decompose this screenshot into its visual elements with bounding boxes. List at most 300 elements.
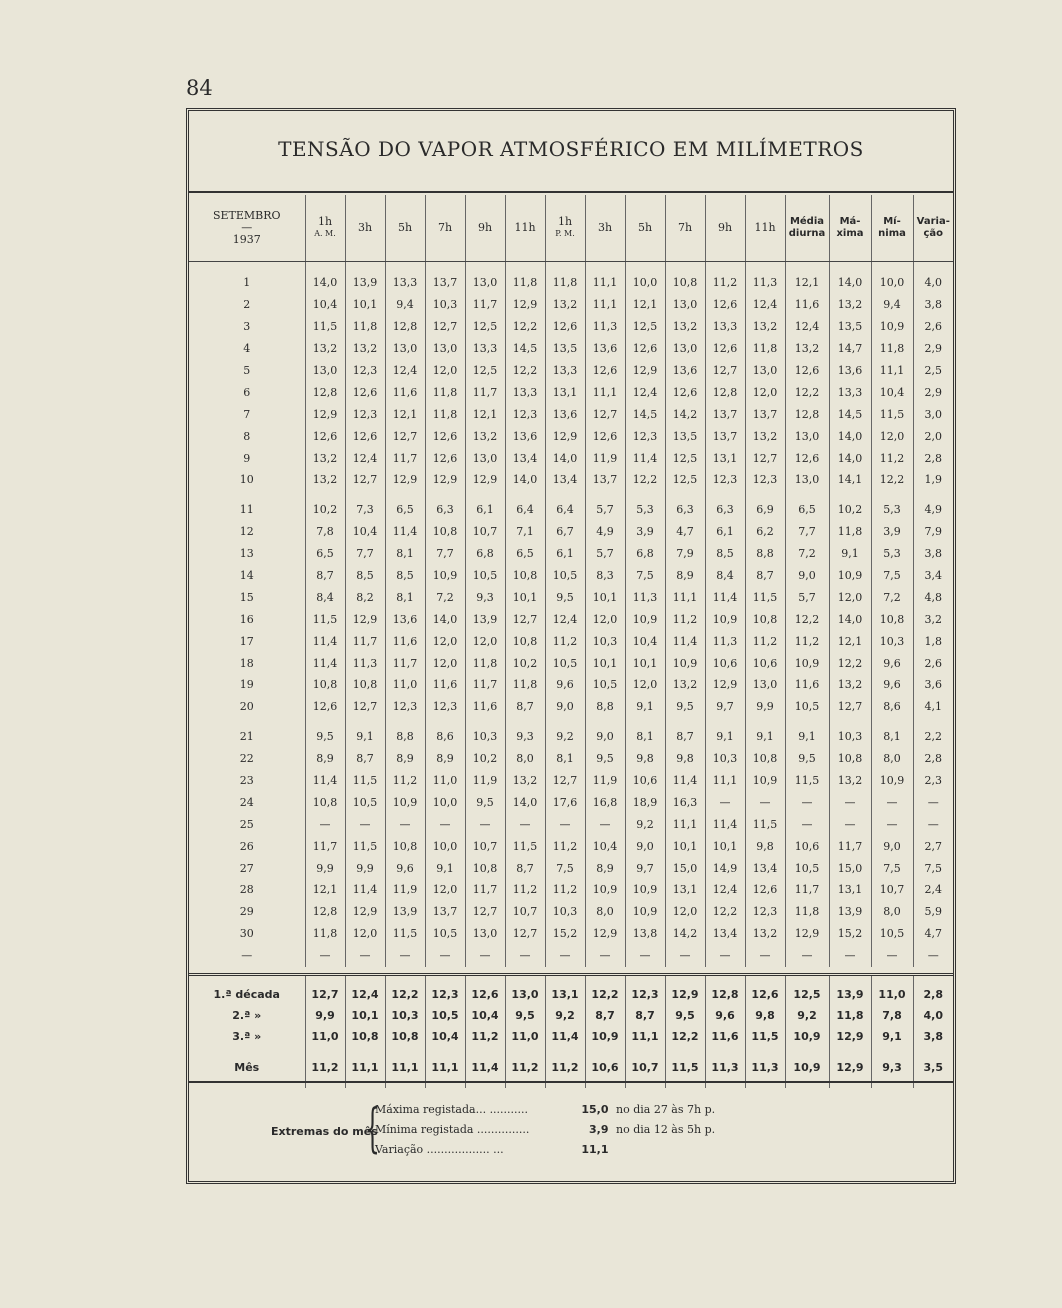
column-header-label: 5h xyxy=(637,221,653,234)
table-row xyxy=(189,813,953,835)
value-cell: 10,2 xyxy=(465,748,505,770)
value-cell: 11,2 xyxy=(745,630,785,652)
value-cell: 7,5 xyxy=(545,857,585,879)
value-cell: 2,7 xyxy=(913,835,953,857)
day-cell: 16 xyxy=(239,612,254,626)
extreme-variation-label: Variação .................. ... xyxy=(375,1143,504,1156)
summary-value: 10,5 xyxy=(425,1005,465,1026)
value-cell: 13,7 xyxy=(585,469,625,491)
summary-value: 11,1 xyxy=(425,1047,465,1088)
value-cell: 12,9 xyxy=(785,923,829,945)
table-row xyxy=(189,696,953,718)
value-cell: 10,3 xyxy=(465,718,505,748)
value-cell: 8,8 xyxy=(385,718,425,748)
value-cell: 10,8 xyxy=(305,674,345,696)
value-cell: 13,2 xyxy=(745,425,785,447)
value-cell: 10,0 xyxy=(425,835,465,857)
summary-value: 11,0 xyxy=(305,1026,345,1047)
table-row xyxy=(189,857,953,879)
value-cell: — xyxy=(829,945,871,967)
value-cell: 7,2 xyxy=(425,586,465,608)
summary-value: 3,5 xyxy=(913,1047,953,1088)
value-cell: 12,6 xyxy=(545,316,585,338)
summary-value: 12,3 xyxy=(425,975,465,1006)
value-cell: 11,2 xyxy=(665,608,705,630)
value-cell: 11,2 xyxy=(385,770,425,792)
value-cell: 11,3 xyxy=(585,316,625,338)
value-cell: 3,6 xyxy=(913,674,953,696)
value-cell: 12,6 xyxy=(665,381,705,403)
value-cell: 12,6 xyxy=(425,425,465,447)
value-cell: 1,9 xyxy=(913,469,953,491)
value-cell: 12,2 xyxy=(871,469,913,491)
summary-value: 11,5 xyxy=(745,1026,785,1047)
value-cell: 12,8 xyxy=(705,381,745,403)
value-cell: 12,1 xyxy=(829,630,871,652)
column-header-label: 9h xyxy=(477,221,493,234)
summary-value: 10,9 xyxy=(785,1026,829,1047)
value-cell: 13,0 xyxy=(465,262,505,294)
value-cell: 11,8 xyxy=(465,652,505,674)
value-cell: 13,3 xyxy=(385,262,425,294)
day-cell: 27 xyxy=(239,861,254,875)
value-cell: 11,7 xyxy=(385,652,425,674)
summary-value: 8,7 xyxy=(585,1005,625,1026)
value-cell: 9,1 xyxy=(829,543,871,565)
value-cell: 12,4 xyxy=(545,608,585,630)
daily-rows xyxy=(189,262,953,967)
value-cell: 9,8 xyxy=(625,748,665,770)
value-cell: 9,5 xyxy=(585,748,625,770)
value-cell: 12,3 xyxy=(505,403,545,425)
value-cell: — xyxy=(785,945,829,967)
value-cell: — xyxy=(829,813,871,835)
summary-value: 12,9 xyxy=(665,975,705,1006)
value-cell: — xyxy=(705,945,745,967)
value-cell: 2,8 xyxy=(913,447,953,469)
value-cell: 13,2 xyxy=(829,674,871,696)
value-cell: 2,9 xyxy=(913,381,953,403)
value-cell: 12,9 xyxy=(505,294,545,316)
value-cell: 11,3 xyxy=(345,652,385,674)
value-cell: — xyxy=(305,813,345,835)
value-cell: 9,6 xyxy=(871,674,913,696)
value-cell: — xyxy=(871,813,913,835)
value-cell: 8,1 xyxy=(385,586,425,608)
column-header-sublabel: ção xyxy=(923,228,944,239)
value-cell: 6,5 xyxy=(305,543,345,565)
value-cell: 8,5 xyxy=(345,565,385,587)
value-cell: 10,5 xyxy=(785,696,829,718)
value-cell: 13,2 xyxy=(829,770,871,792)
summary-row xyxy=(189,1026,953,1047)
value-cell: 11,2 xyxy=(785,630,829,652)
column-header-label: Varia- xyxy=(916,216,950,227)
column-header xyxy=(465,195,505,262)
value-cell: 12,7 xyxy=(745,447,785,469)
value-cell: 11,2 xyxy=(705,262,745,294)
column-header-label: Mí- xyxy=(883,216,901,227)
column-header-label: 3h xyxy=(357,221,373,234)
value-cell: 12,5 xyxy=(665,447,705,469)
value-cell: 10,9 xyxy=(385,791,425,813)
summary-value: 10,1 xyxy=(345,1005,385,1026)
value-cell: 9,0 xyxy=(625,835,665,857)
column-header-label: 11h xyxy=(754,221,776,234)
value-cell: 13,2 xyxy=(305,469,345,491)
value-cell: 11,6 xyxy=(425,674,465,696)
value-cell: 10,7 xyxy=(871,879,913,901)
table-row xyxy=(189,447,953,469)
value-cell: 13,5 xyxy=(665,425,705,447)
value-cell: 6,1 xyxy=(545,543,585,565)
value-cell: 6,9 xyxy=(745,491,785,521)
value-cell: 9,5 xyxy=(465,791,505,813)
day-cell: 24 xyxy=(239,795,254,809)
value-cell: 12,9 xyxy=(345,608,385,630)
value-cell: 13,0 xyxy=(745,674,785,696)
table-row xyxy=(189,791,953,813)
value-cell: 12,4 xyxy=(345,447,385,469)
column-header xyxy=(385,195,425,262)
table-row xyxy=(189,770,953,792)
value-cell: 10,4 xyxy=(305,294,345,316)
column-header-label: 9h xyxy=(717,221,733,234)
value-cell: 13,0 xyxy=(305,360,345,382)
brace-icon: { xyxy=(365,1099,380,1159)
value-cell: 13,6 xyxy=(665,360,705,382)
day-cell: 9 xyxy=(243,451,251,465)
summary-value: 11,5 xyxy=(665,1047,705,1088)
day-cell: 25 xyxy=(239,817,254,831)
summary-value: 12,4 xyxy=(345,975,385,1006)
value-cell: 10,5 xyxy=(545,565,585,587)
day-cell: 22 xyxy=(239,752,254,766)
extreme-max-note: no dia 27 às 7h p. xyxy=(616,1103,716,1116)
value-cell: 13,3 xyxy=(829,381,871,403)
value-cell: 5,7 xyxy=(585,543,625,565)
monthly-extremes xyxy=(189,1101,953,1165)
value-cell: 6,3 xyxy=(425,491,465,521)
value-cell: 8,8 xyxy=(585,696,625,718)
value-cell: 12,6 xyxy=(345,381,385,403)
value-cell: 11,0 xyxy=(425,770,465,792)
day-cell: 21 xyxy=(239,730,254,744)
value-cell: — xyxy=(871,791,913,813)
value-cell: 10,8 xyxy=(345,674,385,696)
value-cell: 8,6 xyxy=(425,718,465,748)
day-cell: 10 xyxy=(239,473,254,487)
value-cell: 10,3 xyxy=(585,630,625,652)
value-cell: 13,7 xyxy=(745,403,785,425)
value-cell: 11,2 xyxy=(871,447,913,469)
value-cell: 8,7 xyxy=(345,748,385,770)
summary-value: 4,0 xyxy=(913,1005,953,1026)
summary-label: 2.ª » xyxy=(232,1009,262,1022)
value-cell: 12,0 xyxy=(425,652,465,674)
day-cell: 28 xyxy=(239,883,254,897)
value-cell: 9,2 xyxy=(625,813,665,835)
value-cell: 11,7 xyxy=(465,879,505,901)
value-cell: 8,7 xyxy=(665,718,705,748)
value-cell: 13,9 xyxy=(465,608,505,630)
value-cell: 9,7 xyxy=(625,857,665,879)
value-cell: 10,2 xyxy=(829,491,871,521)
value-cell: 10,7 xyxy=(465,835,505,857)
summary-value: 11,0 xyxy=(871,975,913,1006)
value-cell: 12,7 xyxy=(465,901,505,923)
summary-divider xyxy=(189,1081,953,1083)
value-cell: 12,9 xyxy=(305,403,345,425)
value-cell: 2,3 xyxy=(913,770,953,792)
value-cell: 12,3 xyxy=(385,696,425,718)
value-cell: 12,0 xyxy=(345,923,385,945)
value-cell: 13,3 xyxy=(705,316,745,338)
value-cell: 10,9 xyxy=(625,901,665,923)
value-cell: 11,7 xyxy=(465,674,505,696)
table-row xyxy=(189,469,953,491)
value-cell: 13,2 xyxy=(829,294,871,316)
value-cell: 5,3 xyxy=(625,491,665,521)
column-header xyxy=(705,195,745,262)
value-cell: 10,9 xyxy=(785,652,829,674)
value-cell: 3,0 xyxy=(913,403,953,425)
value-cell: 7,9 xyxy=(665,543,705,565)
value-cell: 10,1 xyxy=(665,835,705,857)
day-cell: 3 xyxy=(243,320,251,334)
value-cell: 11,7 xyxy=(345,630,385,652)
day-cell: 14 xyxy=(239,569,254,583)
value-cell: — xyxy=(745,791,785,813)
value-cell: 13,6 xyxy=(385,608,425,630)
value-cell: 9,5 xyxy=(545,586,585,608)
value-cell: 10,8 xyxy=(425,521,465,543)
value-cell: — xyxy=(425,813,465,835)
value-cell: 9,4 xyxy=(871,294,913,316)
value-cell: 12,1 xyxy=(785,262,829,294)
value-cell: 13,4 xyxy=(705,923,745,945)
value-cell: 7,7 xyxy=(425,543,465,565)
value-cell: 13,2 xyxy=(665,316,705,338)
value-cell: 9,9 xyxy=(345,857,385,879)
value-cell: 11,9 xyxy=(465,770,505,792)
value-cell: 8,0 xyxy=(871,901,913,923)
value-cell: 10,1 xyxy=(705,835,745,857)
value-cell: 12,6 xyxy=(785,447,829,469)
value-cell: 7,2 xyxy=(871,586,913,608)
day-cell: 30 xyxy=(239,927,254,941)
summary-value: 12,8 xyxy=(705,975,745,1006)
value-cell: 12,9 xyxy=(585,923,625,945)
value-cell: 11,1 xyxy=(871,360,913,382)
value-cell: 10,9 xyxy=(745,770,785,792)
value-cell: 12,8 xyxy=(305,901,345,923)
value-cell: 11,6 xyxy=(465,696,505,718)
value-cell: 8,7 xyxy=(305,565,345,587)
value-cell: 10,5 xyxy=(345,791,385,813)
day-cell: 17 xyxy=(239,634,254,648)
value-cell: 13,2 xyxy=(505,770,545,792)
value-cell: — xyxy=(545,945,585,967)
value-cell: 14,5 xyxy=(829,403,871,425)
value-cell: 11,3 xyxy=(745,262,785,294)
value-cell: 11,0 xyxy=(385,674,425,696)
column-header xyxy=(625,195,665,262)
value-cell: 10,9 xyxy=(425,565,465,587)
column-header xyxy=(871,195,913,262)
value-cell: 10,5 xyxy=(585,674,625,696)
value-cell: 10,8 xyxy=(305,791,345,813)
column-header-label: 7h xyxy=(677,221,693,234)
value-cell: 12,9 xyxy=(385,469,425,491)
value-cell: 12,0 xyxy=(871,425,913,447)
value-cell: 13,0 xyxy=(465,447,505,469)
table-row xyxy=(189,586,953,608)
value-cell: 12,4 xyxy=(385,360,425,382)
day-cell: 26 xyxy=(239,839,254,853)
column-header xyxy=(505,195,545,262)
value-cell: 10,6 xyxy=(705,652,745,674)
value-cell: 10,5 xyxy=(785,857,829,879)
value-cell: 13,3 xyxy=(505,381,545,403)
table-row xyxy=(189,748,953,770)
table-row xyxy=(189,565,953,587)
value-cell: 6,4 xyxy=(545,491,585,521)
value-cell: 8,0 xyxy=(505,748,545,770)
value-cell: 11,1 xyxy=(585,294,625,316)
value-cell: 10,6 xyxy=(745,652,785,674)
value-cell: 11,8 xyxy=(345,316,385,338)
value-cell: 13,9 xyxy=(829,901,871,923)
value-cell: 7,7 xyxy=(345,543,385,565)
value-cell: 8,8 xyxy=(745,543,785,565)
value-cell: 14,0 xyxy=(829,447,871,469)
value-cell: 12,6 xyxy=(625,338,665,360)
summary-value: 10,8 xyxy=(385,1026,425,1047)
value-cell: 12,7 xyxy=(425,316,465,338)
value-cell: 14,5 xyxy=(625,403,665,425)
value-cell: 10,4 xyxy=(345,521,385,543)
value-cell: 9,8 xyxy=(745,835,785,857)
value-cell: 9,7 xyxy=(705,696,745,718)
value-cell: 6,8 xyxy=(625,543,665,565)
value-cell: 7,2 xyxy=(785,543,829,565)
summary-value: 13,0 xyxy=(505,975,545,1006)
value-cell: 4,1 xyxy=(913,696,953,718)
value-cell: 9,6 xyxy=(385,857,425,879)
table-row xyxy=(189,360,953,382)
value-cell: 2,5 xyxy=(913,360,953,382)
value-cell: 10,5 xyxy=(465,565,505,587)
summary-value: 9,5 xyxy=(665,1005,705,1026)
value-cell: — xyxy=(345,813,385,835)
summary-value: 11,3 xyxy=(745,1047,785,1088)
value-cell: 13,7 xyxy=(425,901,465,923)
value-cell: 11,2 xyxy=(545,879,585,901)
summary-value: 11,2 xyxy=(305,1047,345,1088)
column-header xyxy=(745,195,785,262)
value-cell: 8,1 xyxy=(871,718,913,748)
value-cell: 13,2 xyxy=(785,338,829,360)
column-header xyxy=(913,195,953,262)
column-header-sublabel: diurna xyxy=(788,228,826,239)
value-cell: 12,6 xyxy=(305,425,345,447)
value-cell: 9,0 xyxy=(871,835,913,857)
value-cell: 11,7 xyxy=(305,835,345,857)
value-cell: 13,3 xyxy=(465,338,505,360)
value-cell: 11,4 xyxy=(665,630,705,652)
value-cell: 8,2 xyxy=(345,586,385,608)
summary-rows xyxy=(189,975,953,1089)
value-cell: — xyxy=(913,791,953,813)
summary-value: 10,4 xyxy=(425,1026,465,1047)
summary-value: 8,7 xyxy=(625,1005,665,1026)
summary-value: 12,5 xyxy=(785,975,829,1006)
day-cell: 8 xyxy=(243,429,251,443)
column-header-label: Má- xyxy=(839,216,861,227)
value-cell: 7,5 xyxy=(913,857,953,879)
value-cell: 12,5 xyxy=(625,316,665,338)
value-cell: 12,0 xyxy=(425,879,465,901)
column-header xyxy=(785,195,829,262)
value-cell: 10,8 xyxy=(505,630,545,652)
value-cell: 12,7 xyxy=(505,608,545,630)
value-cell: 11,7 xyxy=(785,879,829,901)
day-cell: 1 xyxy=(243,276,251,290)
value-cell: 13,2 xyxy=(665,674,705,696)
value-cell: 6,1 xyxy=(465,491,505,521)
value-cell: 12,2 xyxy=(505,360,545,382)
value-cell: 11,3 xyxy=(625,586,665,608)
page-number: 84 xyxy=(186,76,213,100)
day-cell: 29 xyxy=(239,905,254,919)
header-row xyxy=(189,195,953,262)
value-cell: 12,3 xyxy=(705,469,745,491)
value-cell: 12,9 xyxy=(625,360,665,382)
value-cell: 12,6 xyxy=(745,879,785,901)
value-cell: 9,6 xyxy=(545,674,585,696)
value-cell: 8,9 xyxy=(425,748,465,770)
summary-value: 12,6 xyxy=(465,975,505,1006)
value-cell: 8,4 xyxy=(705,565,745,587)
value-cell: 4,0 xyxy=(913,262,953,294)
value-cell: — xyxy=(705,791,745,813)
value-cell: 13,0 xyxy=(465,923,505,945)
value-cell: 12,4 xyxy=(705,879,745,901)
value-cell: 5,3 xyxy=(871,543,913,565)
table-row xyxy=(189,262,953,294)
value-cell: 11,5 xyxy=(745,586,785,608)
value-cell: 12,2 xyxy=(705,901,745,923)
value-cell: 10,0 xyxy=(871,262,913,294)
value-cell: 10,9 xyxy=(625,879,665,901)
summary-value: 3,8 xyxy=(913,1026,953,1047)
value-cell: 13,2 xyxy=(545,294,585,316)
value-cell: 14,0 xyxy=(505,791,545,813)
value-cell: 10,9 xyxy=(665,652,705,674)
value-cell: 11,1 xyxy=(585,381,625,403)
table-row xyxy=(189,543,953,565)
value-cell: 11,5 xyxy=(871,403,913,425)
value-cell: 4,9 xyxy=(913,491,953,521)
column-header-sublabel: nima xyxy=(878,228,906,239)
summary-value: 12,7 xyxy=(305,975,345,1006)
value-cell: 11,6 xyxy=(385,630,425,652)
summary-value: 9,5 xyxy=(505,1005,545,1026)
summary-label: Mês xyxy=(234,1061,260,1074)
value-cell: 11,5 xyxy=(505,835,545,857)
value-cell: — xyxy=(585,945,625,967)
